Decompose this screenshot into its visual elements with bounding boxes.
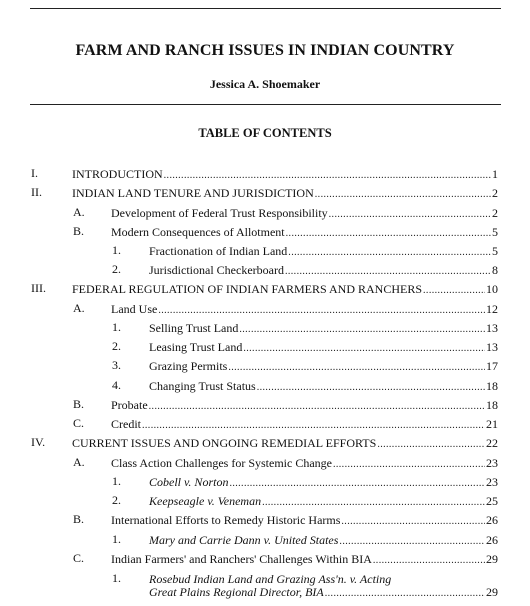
toc-entry-text: Changing Trust Status: [149, 379, 256, 393]
toc-entry-page: 29: [486, 585, 498, 599]
dot-leader: [243, 340, 485, 357]
toc-entry-text: INDIAN LAND TENURE AND JURISDICTION: [72, 186, 314, 200]
toc-entry-page: 13: [486, 340, 498, 354]
toc-entry-number: A.: [73, 455, 85, 469]
dot-leader: [325, 585, 485, 602]
toc-entry-text: Modern Consequences of Allotment: [111, 225, 285, 239]
toc-entry[interactable]: [72, 281, 498, 298]
toc-entry-page: 23: [486, 456, 498, 470]
dot-leader: [329, 206, 491, 223]
toc-entry[interactable]: [111, 205, 498, 222]
dot-leader: [286, 225, 491, 242]
toc-entry-number: 4.: [112, 378, 121, 392]
toc-entry[interactable]: [149, 243, 498, 260]
dot-leader: [373, 552, 485, 569]
dot-leader: [142, 417, 485, 434]
toc-entry-page: 5: [492, 225, 498, 239]
toc-entry-page: 1: [492, 167, 498, 181]
toc-entry-page: 26: [486, 513, 498, 527]
toc-entry-page: 21: [486, 417, 498, 431]
top-rule: [30, 8, 501, 9]
dot-leader: [239, 321, 485, 338]
toc-entry-page: 13: [486, 321, 498, 335]
toc-entry-number: 2.: [112, 339, 121, 353]
toc-entry-number: 1.: [112, 571, 121, 585]
dot-leader: [288, 244, 491, 261]
toc-entry-number: B.: [73, 397, 85, 411]
toc-entry-text: CURRENT ISSUES AND ONGOING REMEDIAL EFFORTS: [72, 436, 377, 450]
toc-entry[interactable]: [149, 532, 498, 549]
toc-entry[interactable]: [72, 435, 498, 452]
toc-entry-number: 3.: [112, 358, 121, 372]
toc-entry[interactable]: [149, 378, 498, 395]
toc-entry-text: INTRODUCTION: [72, 167, 163, 181]
toc-entry-text: Selling Trust Land: [149, 321, 239, 335]
toc-entry-number: A.: [73, 205, 85, 219]
toc-entry-number: 1.: [112, 320, 121, 334]
toc-entry-number: C.: [73, 416, 85, 430]
document-title: FARM AND RANCH ISSUES IN INDIAN COUNTRY: [75, 42, 455, 59]
toc-entry-number: 1.: [112, 243, 121, 257]
toc-entry-page: 18: [486, 398, 498, 412]
toc-entry[interactable]: [149, 358, 498, 375]
toc-entry-number: 2.: [112, 262, 121, 276]
toc-entry-number: 1.: [112, 474, 121, 488]
toc-entry[interactable]: [149, 493, 498, 510]
toc-entry-number: III.: [31, 281, 46, 295]
toc-entry[interactable]: [111, 551, 498, 568]
dot-leader: [257, 379, 485, 396]
toc-entry[interactable]: [111, 512, 498, 529]
toc-entry-text: Grazing Permits: [149, 359, 228, 373]
toc-entry[interactable]: [149, 320, 498, 337]
toc-entry-text-line1: Rosebud Indian Land and Grazing Ass'n. v. Acting: [149, 572, 392, 586]
toc-entry[interactable]: [111, 301, 498, 318]
toc-entry-number: II.: [31, 185, 42, 199]
toc-entry-number: A.: [73, 301, 85, 315]
toc-entry[interactable]: [72, 185, 498, 202]
toc-entry[interactable]: [149, 584, 498, 601]
toc-entry-page: 8: [492, 263, 498, 277]
toc-entry-page: 2: [492, 206, 498, 220]
toc-entry-number: IV.: [31, 435, 46, 449]
toc-entry-text: Development of Federal Trust Responsibility: [111, 206, 328, 220]
dot-leader: [423, 282, 485, 299]
toc-entry-page: 25: [486, 494, 498, 508]
toc-entry[interactable]: [149, 262, 498, 279]
toc-entry[interactable]: [72, 166, 498, 183]
toc-entry-text: Indian Farmers' and Ranchers' Challenges Within BIA: [111, 552, 372, 566]
toc-entry-number: B.: [73, 224, 85, 238]
toc-entry-page: 26: [486, 533, 498, 547]
toc-entry-text: Land Use: [111, 302, 158, 316]
bottom-rule: [30, 104, 501, 105]
toc-entry-page: 12: [486, 302, 498, 316]
toc-entry-page: 22: [486, 436, 498, 450]
dot-leader: [285, 263, 491, 280]
author-name: Jessica A. Shoemaker: [209, 77, 321, 91]
dot-leader: [341, 513, 485, 530]
dot-leader: [262, 494, 485, 511]
toc-entry-number: I.: [31, 166, 38, 180]
toc-entry-text: Mary and Carrie Dann v. United States: [149, 533, 339, 547]
dot-leader: [315, 186, 491, 203]
toc-entry-text: Great Plains Regional Director, BIA: [149, 585, 324, 599]
toc-entry-text: Cobell v. Norton: [149, 475, 229, 489]
toc-entry[interactable]: [149, 474, 498, 491]
toc-entry-text: Fractionation of Indian Land: [149, 244, 288, 258]
toc-entry-page: 29: [486, 552, 498, 566]
toc-entry-text: FEDERAL REGULATION OF INDIAN FARMERS AND RANCHERS: [72, 282, 423, 296]
dot-leader: [164, 167, 491, 184]
dot-leader: [339, 533, 485, 550]
toc-entry-text: Jurisdictional Checkerboard: [149, 263, 284, 277]
toc-entry-text: Leasing Trust Land: [149, 340, 243, 354]
toc-entry[interactable]: [111, 397, 498, 414]
toc-entry-page: 17: [486, 359, 498, 373]
toc-entry-number: B.: [73, 512, 85, 526]
dot-leader: [158, 302, 485, 319]
toc-entry-text: Class Action Challenges for Systemic Change: [111, 456, 332, 470]
toc-entry-page: 18: [486, 379, 498, 393]
toc-entry-text: International Efforts to Remedy Historic Harms: [111, 513, 341, 527]
toc-entry[interactable]: [111, 416, 498, 433]
dot-leader: [229, 475, 485, 492]
dot-leader: [333, 456, 485, 473]
toc-entry-number: C.: [73, 551, 85, 565]
toc-entry-page: 5: [492, 244, 498, 258]
dot-leader: [228, 359, 485, 376]
toc-entry-text: Credit: [111, 417, 141, 431]
toc-entry-page: 10: [486, 282, 498, 296]
toc-entry-page: 23: [486, 475, 498, 489]
toc-entry-text: Keepseagle v. Veneman: [149, 494, 262, 508]
toc-heading: TABLE OF CONTENTS: [198, 126, 332, 140]
toc-entry-number: 2.: [112, 493, 121, 507]
toc-entry[interactable]: [111, 224, 498, 241]
dot-leader: [377, 436, 485, 453]
toc-entry-page: 2: [492, 186, 498, 200]
toc-entry-number: 1.: [112, 532, 121, 546]
toc-entry[interactable]: [149, 339, 498, 356]
toc-entry-text: Probate: [111, 398, 148, 412]
dot-leader: [149, 398, 485, 415]
toc-entry[interactable]: [111, 455, 498, 472]
